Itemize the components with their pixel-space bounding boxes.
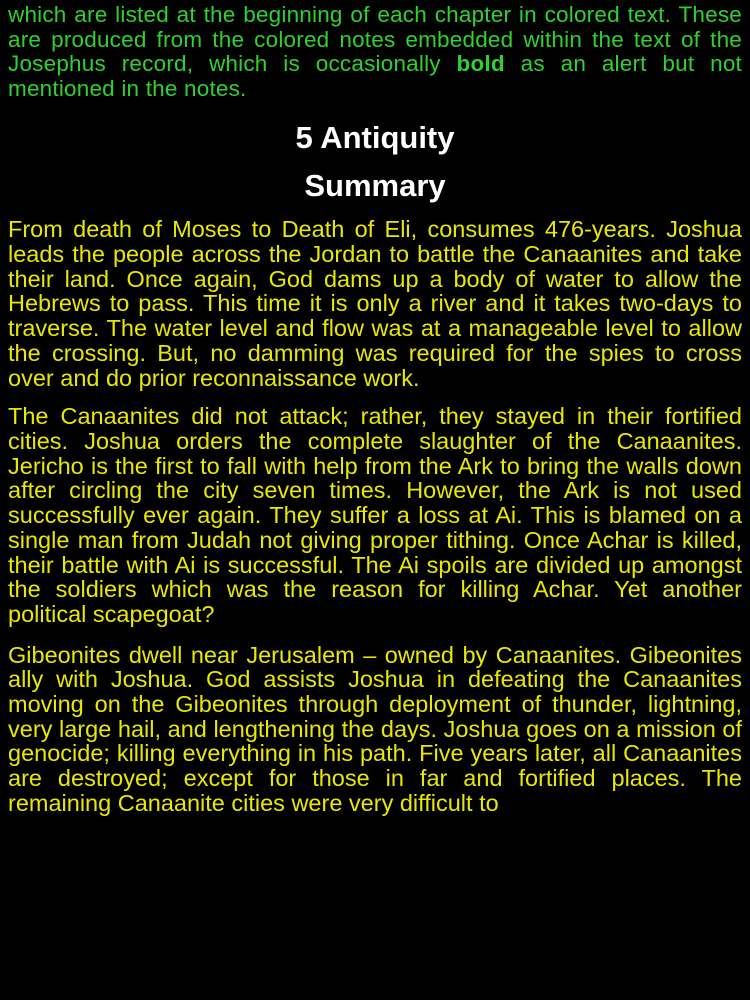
summary-paragraph-1: From death of Moses to Death of Eli, consumes 476-years. Joshua leads the people across the Jordan to battle the Canaanites and take their land. Once again, God dams up a body of water to allow the Hebrews to pass. This time it is only a river and it takes two-days to traverse. The water level and flow was at a manageable level to allow the crossing. But, no damming was required for the spies to cross over and do prior reconnaissance work. [8,216,742,391]
summary-paragraph-3: Gibeonites dwell near Jerusalem – owned by Canaanites. Gibeonites ally with Joshua. God assists Joshua in defeating the Canaanites moving on the Gibeonites through deployment of thunder, lightning, very large hail, and lengthening the days. Joshua goes on a mission of genocide; killing everything in his path. Five years later, all Canaanites are destroyed; except for those in far and fortified places. The remaining Canaanite cities were very difficult to [8,641,742,816]
summary-paragraph-2: The Canaanites did not attack; rather, they stayed in their fortified cities. Joshua orders the complete slaughter of the Canaanites. Jericho is the first to fall with help from the Ark to bring the walls down after circling the city seven times. However, the Ark is not used successfully ever again. They suffer a loss at Ai. This is blamed on a single man from Judah not giving proper tithing. Once Achar is killed, their battle with Ai is successful. The Ai spoils are divided up amongst the soldiers which was the reason for killing Achar. Yet another political scapegoat? [8,403,742,627]
intro-bold-word: bold [456,51,505,77]
intro-paragraph [8,3,742,101]
chapter-title: 5 Antiquity [295,120,455,156]
intro-text-end: as an alert but not mentioned in the notes. [8,51,742,101]
section-title: Summary [304,168,446,204]
document-page [8,0,742,1000]
intro-text-start: which are listed at the beginning of each chapter in colored text. These are produced from the colored notes embedded within the text of the Josephus record, which is occasionally [8,2,742,77]
